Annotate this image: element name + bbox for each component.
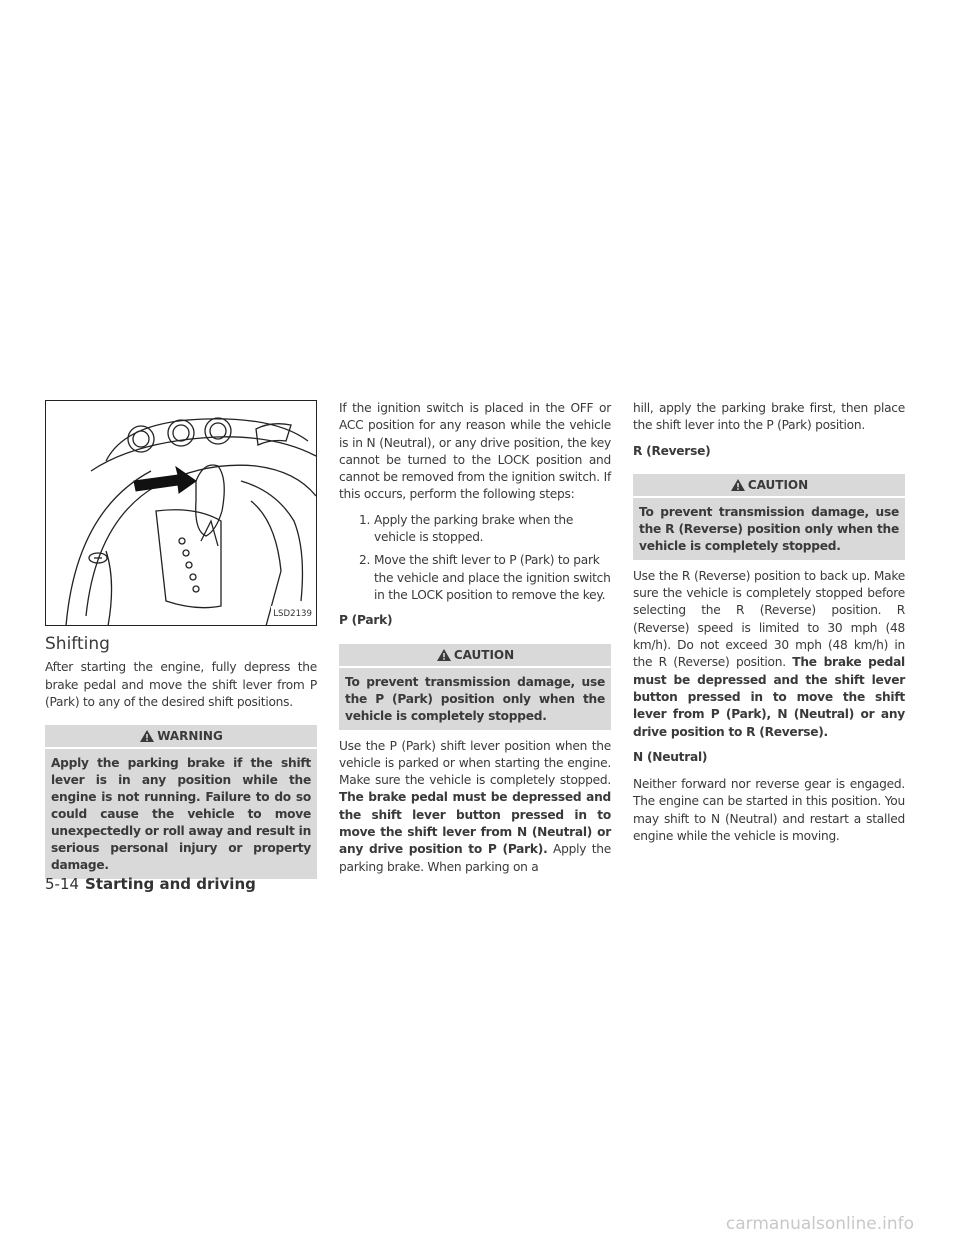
park-text: Use the P (Park) shift lever position when the vehicle is parked or when starting the engine. Make sure the vehicle is completely stopped. <box>339 738 611 788</box>
caution-label: CAUTION <box>453 647 515 662</box>
step-text: Apply the parking brake when the vehicle is stopped. <box>374 512 574 545</box>
caution-header <box>633 474 905 496</box>
section-title: Shifting <box>45 634 110 654</box>
warning-triangle-icon <box>730 477 746 499</box>
caution-box-reverse <box>633 474 905 560</box>
watermark: carmanualsonline.info <box>725 1214 914 1234</box>
step-text: Move the shift lever to P (Park) to park the vehicle and place the ignition switch in the LOCK position to remove the key. <box>374 553 611 602</box>
warning-label: WARNING <box>157 729 223 744</box>
caution-label: CAUTION <box>747 477 809 492</box>
step-number: 2. <box>359 553 371 568</box>
reverse-text-bold: The brake pedal must be depressed and the shift lever button pressed in to move the shift lever from P (Park), N (Neutral) or any drive position to R (Reverse). <box>633 655 905 739</box>
section-intro: After starting the engine, fully depress the brake pedal and move the shift lever from P (Park) to any of the desired shift positions. <box>45 660 317 709</box>
column-2 <box>339 400 611 884</box>
continuation-paragraph: hill, apply the parking brake first, then place the shift lever into the P (Park) position. <box>633 401 905 433</box>
chapter-title: Starting and driving <box>85 875 256 893</box>
column-3 <box>633 400 905 853</box>
caution-text: To prevent transmission damage, use the R (Reverse) position only when the vehicle is completely stopped. <box>633 498 905 560</box>
warning-triangle-icon <box>139 728 155 750</box>
shift-lever-illustration <box>46 401 317 626</box>
figure-code: LSD2139 <box>271 606 314 623</box>
reverse-text: Use the R (Reverse) position to back up. Make sure the vehicle is completely stopped before selecting the R (Reverse) position. R (Reverse) speed is limited to 30 mph (48 km/h). Do not exceed 30 mph (48 km/h) in the R (Reverse) position. <box>633 568 905 670</box>
column-1 <box>45 400 317 887</box>
list-item <box>339 552 611 604</box>
reverse-paragraph <box>633 568 905 741</box>
caution-box-park <box>339 644 611 730</box>
park-heading: P (Park) <box>339 613 393 628</box>
ignition-paragraph: If the ignition switch is placed in the OFF or ACC position for any reason while the vehicle is in N (Neutral), or any drive position, the key cannot be turned to the LOCK position and cannot be removed from the ignition switch. If this occurs, perform the following steps: <box>339 401 611 502</box>
list-item <box>339 512 611 547</box>
warning-box <box>45 725 317 879</box>
reverse-heading: R (Reverse) <box>633 443 711 458</box>
steps-list <box>339 512 611 604</box>
caution-header <box>339 644 611 666</box>
warning-triangle-icon <box>436 647 452 669</box>
park-paragraph <box>339 738 611 876</box>
park-text-bold: The brake pedal must be depressed and the shift lever button pressed in to move the shift lever from N (Neutral) or any drive position to P (Park). <box>339 790 611 857</box>
neutral-heading: N (Neutral) <box>633 749 708 764</box>
warning-header <box>45 725 317 747</box>
park-text-after: Apply the parking brake. When parking on a <box>339 842 611 874</box>
warning-text: Apply the parking brake if the shift lever is in any position while the engine is not running. Failure to do so could cause the vehicle to move unexpectedly or roll away and result in serious personal injury or property damage. <box>45 749 317 879</box>
step-number: 1. <box>359 512 371 527</box>
neutral-paragraph: Neither forward nor reverse gear is engaged. The engine can be started in this position. You may shift to N (Neutral) and restart a stalled engine while the vehicle is moving. <box>633 777 905 844</box>
shift-lever-figure <box>45 400 317 626</box>
page-number: 5-14 <box>45 875 80 893</box>
caution-text: To prevent transmission damage, use the P (Park) position only when the vehicle is completely stopped. <box>339 668 611 730</box>
page-footer <box>45 875 256 893</box>
